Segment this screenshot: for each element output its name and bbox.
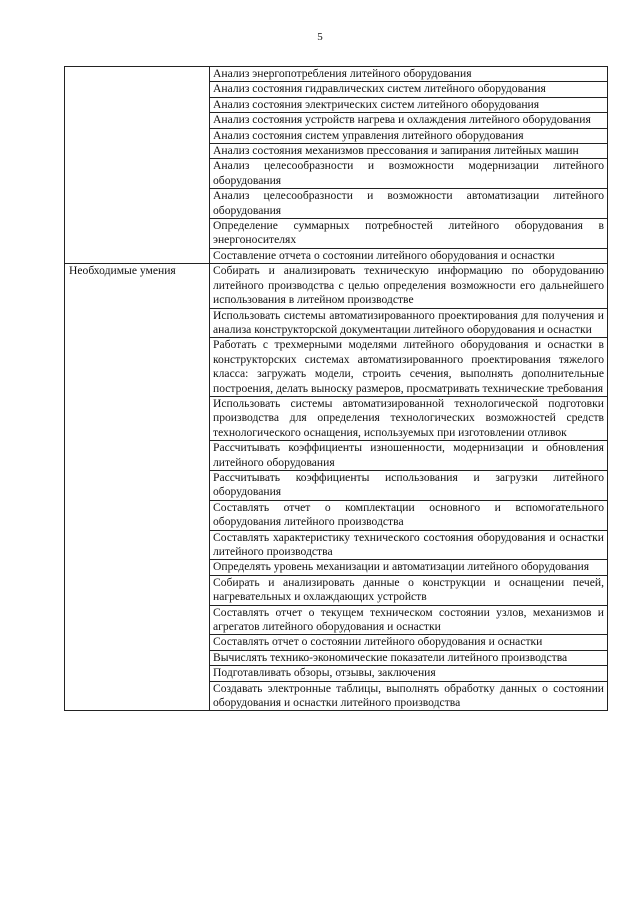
item-cell: Использовать системы автоматизированной технологической подготовки производства для определения технологических возможностей средств технологического оснащения, используемых при изготовлении отливок bbox=[210, 396, 608, 440]
page-number: 5 bbox=[317, 31, 323, 43]
category-cell: Необходимые умения bbox=[65, 264, 210, 711]
item-cell: Анализ состояния механизмов прессования и запирания литейных машин bbox=[210, 144, 608, 159]
item-cell: Рассчитывать коэффициенты изношенности, модернизации и обновления литейного оборудования bbox=[210, 441, 608, 471]
item-cell: Анализ состояния систем управления литейного оборудования bbox=[210, 128, 608, 143]
table-row bbox=[65, 264, 608, 308]
item-cell: Использовать системы автоматизированного проектирования для получения и анализа конструкторской документации литейного оборудования и оснастки bbox=[210, 308, 608, 338]
item-cell: Анализ целесообразности и возможности автоматизации литейного оборудования bbox=[210, 189, 608, 219]
item-cell: Собирать и анализировать данные о конструкции и оснащении печей, нагревательных и охлаждающих устройств bbox=[210, 575, 608, 605]
item-cell: Определение суммарных потребностей литейного оборудования в энергоносителях bbox=[210, 219, 608, 249]
table-body bbox=[65, 67, 608, 711]
item-cell: Анализ состояния электрических систем литейного оборудования bbox=[210, 97, 608, 112]
item-cell: Работать с трехмерными моделями литейного оборудования и оснастки в конструкторских системах автоматизированного проектирования тяжелого класса: загружать модели, строить сечения, выполнять дополнительные построения, делать выноску размеров, просматривать технические требования bbox=[210, 338, 608, 397]
item-cell: Анализ энергопотребления литейного оборудования bbox=[210, 67, 608, 82]
item-cell: Составление отчета о состоянии литейного оборудования и оснастки bbox=[210, 248, 608, 263]
item-cell: Составлять отчет о текущем техническом состоянии узлов, механизмов и агрегатов литейного оборудования и оснастки bbox=[210, 605, 608, 635]
item-cell: Собирать и анализировать техническую информацию по оборудованию литейного производства с целью определения возможности его дальнейшего использования в литейном производстве bbox=[210, 264, 608, 308]
item-cell: Рассчитывать коэффициенты использования и загрузки литейного оборудования bbox=[210, 470, 608, 500]
item-cell: Вычислять технико-экономические показатели литейного производства bbox=[210, 650, 608, 665]
table-row bbox=[65, 67, 608, 82]
item-cell: Анализ целесообразности и возможности модернизации литейного оборудования bbox=[210, 159, 608, 189]
item-cell: Подготавливать обзоры, отзывы, заключения bbox=[210, 666, 608, 681]
item-cell: Составлять характеристику технического состояния оборудования и оснастки литейного производства bbox=[210, 530, 608, 560]
category-cell bbox=[65, 67, 210, 264]
item-cell: Анализ состояния гидравлических систем литейного оборудования bbox=[210, 82, 608, 97]
item-cell: Составлять отчет о состоянии литейного оборудования и оснастки bbox=[210, 635, 608, 650]
requirements-table bbox=[64, 66, 608, 711]
item-cell: Составлять отчет о комплектации основного и вспомогательного оборудования литейного производства bbox=[210, 500, 608, 530]
item-cell: Определять уровень механизации и автоматизации литейного оборудования bbox=[210, 560, 608, 575]
item-cell: Создавать электронные таблицы, выполнять обработку данных о состоянии оборудования и оснастки литейного производства bbox=[210, 681, 608, 711]
item-cell: Анализ состояния устройств нагрева и охлаждения литейного оборудования bbox=[210, 113, 608, 128]
